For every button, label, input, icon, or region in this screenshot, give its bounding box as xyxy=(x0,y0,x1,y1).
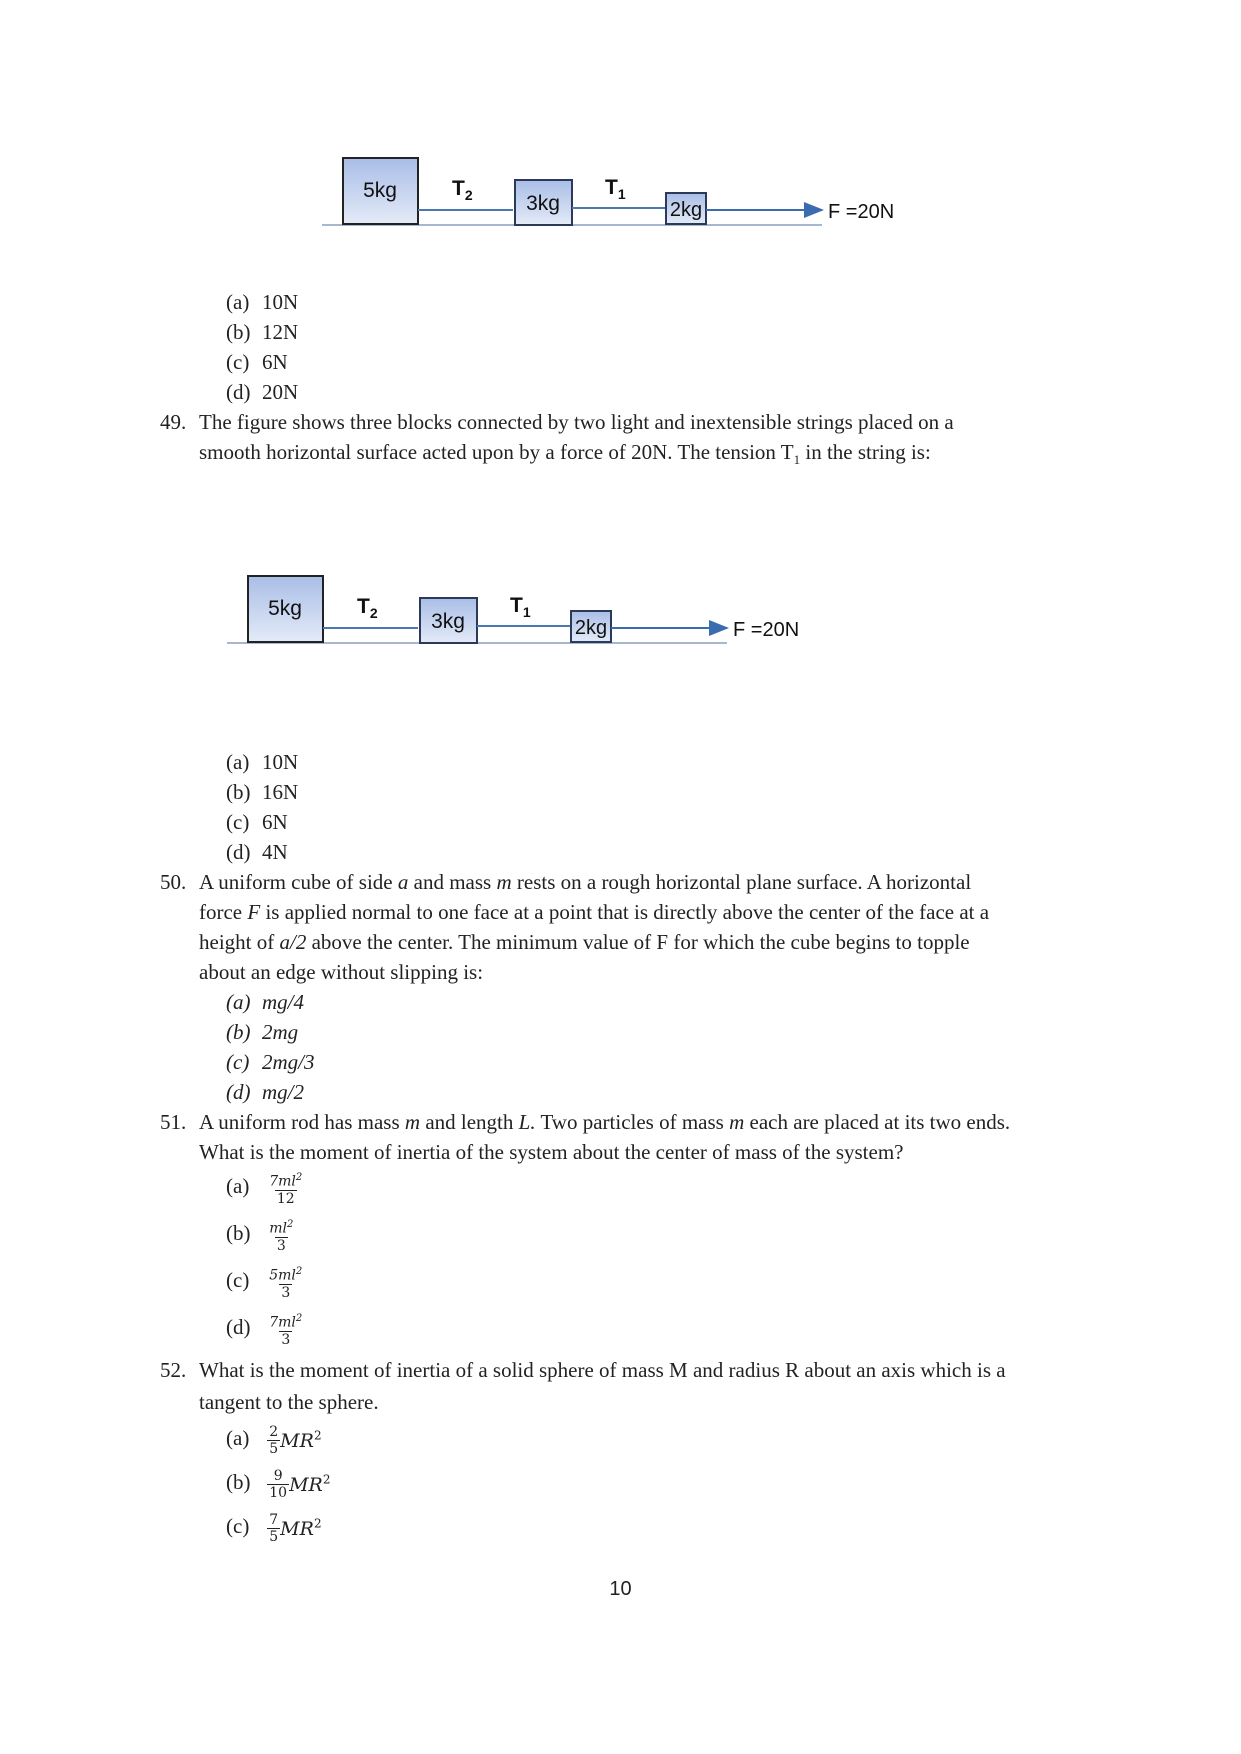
q49-number: 49. xyxy=(160,410,187,434)
q49-text-line1: The figure shows three blocks connected by two light and inextensible strings placed on a xyxy=(199,410,954,434)
q50-text-line4: about an edge without slipping is: xyxy=(199,960,484,984)
q51-option-d: (d) $\frac{7ml^2}{3}$ xyxy=(226,1313,303,1348)
blocks-diagram-q49 xyxy=(215,568,815,658)
blocks-diagram-top xyxy=(310,150,910,240)
force-label: F =20N xyxy=(828,201,895,223)
q52-text-line2: tangent to the sphere. xyxy=(199,1390,379,1414)
q52-option-c: (c) $\frac{7}{5}$ $MR^2$ xyxy=(226,1512,322,1545)
block-2kg-label: 2kg xyxy=(574,617,608,639)
q52-number: 52. xyxy=(160,1358,187,1382)
tension-t2-label: $T_2$ xyxy=(357,595,378,621)
fraction: $\frac{7ml^2}{12}$ xyxy=(269,1172,303,1207)
q51-option-c: (c) $\frac{5ml^2}{3}$ xyxy=(226,1266,303,1301)
q51-text-line1: A uniform rod has mass m and length L. Two particles of mass m each are placed at its two ends. xyxy=(199,1110,1011,1134)
q49-option-c: (c) 6N xyxy=(226,810,288,834)
force-label: F =20N xyxy=(733,619,800,641)
page-number: 10 xyxy=(609,1578,632,1600)
block-5kg-label: 5kg xyxy=(363,179,397,202)
block-5kg-label: 5kg xyxy=(268,597,302,620)
q50-option-c: (c) 2mg/3 xyxy=(226,1050,315,1074)
q50-option-d: (d) mg/2 xyxy=(226,1080,304,1104)
tension-t1-label: $T_1$ xyxy=(510,594,531,620)
block-3kg-label: 3kg xyxy=(431,610,465,633)
tension-t2-label: $T_2$ xyxy=(452,177,473,203)
fraction: $\frac{5ml^2}{3}$ xyxy=(269,1266,303,1301)
fraction: $\frac{7}{5}$ xyxy=(269,1512,279,1545)
fraction: $\frac{2}{5}$ xyxy=(269,1424,279,1457)
q48-option-a: (a) 10N xyxy=(226,290,299,314)
q52-text-line1: What is the moment of inertia of a solid sphere of mass M and radius R about an axis which is a xyxy=(199,1358,1006,1382)
q52-option-a: (a) $\frac{2}{5}$ $MR^2$ xyxy=(226,1424,322,1457)
q49-text-line2: smooth horizontal surface acted upon by a force of 20N. The tension $T_1$ in the string is: xyxy=(199,440,931,468)
tension-t1-label: $T_1$ xyxy=(605,176,626,202)
q49-option-a: (a) 10N xyxy=(226,750,299,774)
q52-option-b: (b) $\frac{9}{10}$ $MR^2$ xyxy=(226,1468,331,1501)
q50-text-line3: height of a/2 above the center. The minimum value of F for which the cube begins to topple xyxy=(199,930,970,954)
q50-option-b: (b) 2mg xyxy=(226,1020,299,1044)
q51-number: 51. xyxy=(160,1110,187,1134)
block-2kg-label: 2kg xyxy=(669,199,703,221)
q51-option-a: (a) $\frac{7ml^2}{12}$ xyxy=(226,1172,303,1207)
block-3kg-label: 3kg xyxy=(526,192,560,215)
q50-text-line2: force F is applied normal to one face at a point that is directly above the center of the face at a xyxy=(199,900,990,924)
q48-option-d: (d) 20N xyxy=(226,380,299,404)
q49-option-b: (b) 16N xyxy=(226,780,299,804)
q51-option-b: (b) $\frac{ml^2}{3}$ xyxy=(226,1219,294,1254)
q48-option-b: (b) 12N xyxy=(226,320,299,344)
q50-text-line1: A uniform cube of side a and mass m rests on a rough horizontal plane surface. A horizontal xyxy=(199,870,972,894)
fraction: $\frac{9}{10}$ xyxy=(269,1468,288,1501)
q50-number: 50. xyxy=(160,870,187,894)
q51-text-line2: What is the moment of inertia of the system about the center of mass of the system? xyxy=(199,1140,904,1164)
q49-option-d: (d) 4N xyxy=(226,840,288,864)
fraction: $\frac{7ml^2}{3}$ xyxy=(269,1313,303,1348)
q50-option-a: (a) mg/4 xyxy=(226,990,304,1014)
fraction: $\frac{ml^2}{3}$ xyxy=(269,1219,294,1254)
q48-option-c: (c) 6N xyxy=(226,350,288,374)
